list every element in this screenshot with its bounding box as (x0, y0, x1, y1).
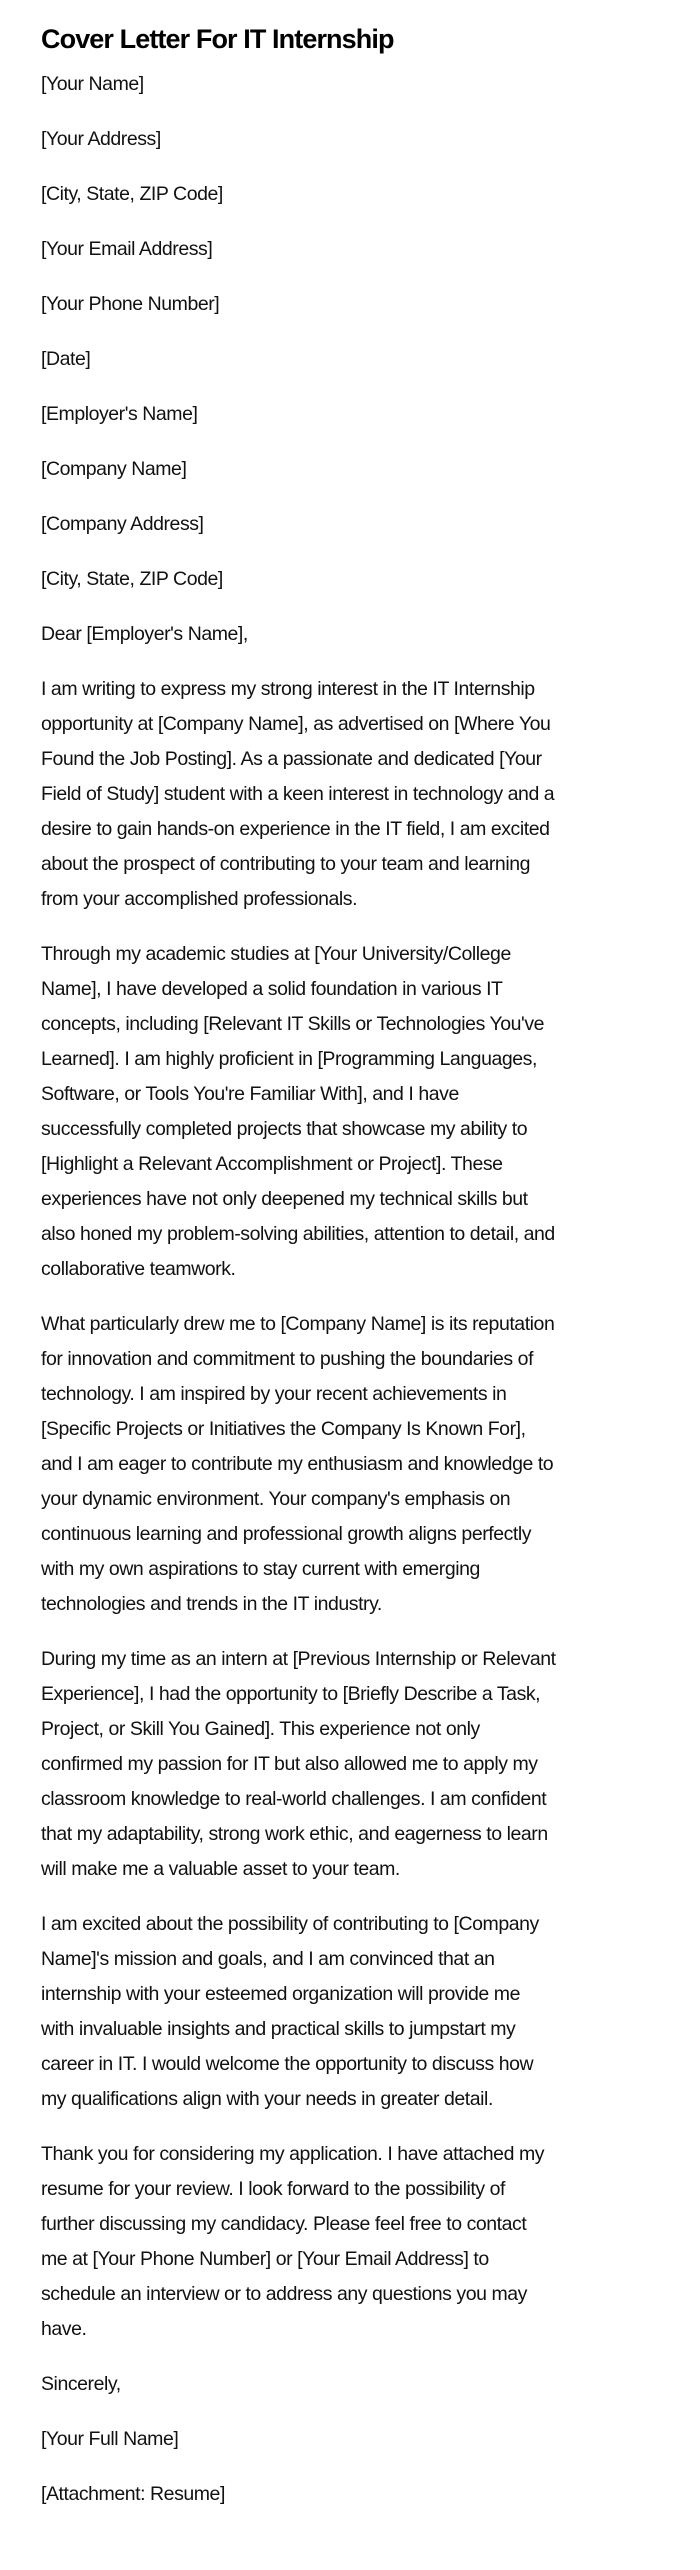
paragraph-line: successfully completed projects that showcase my ability to (41, 1118, 528, 1140)
paragraph-line: Learned]. I am highly proficient in [Programming Languages, (41, 1048, 537, 1070)
paragraph-line: from your accomplished professionals. (41, 888, 358, 910)
paragraph-line: I am writing to express my strong interest in the IT Internship (41, 678, 535, 700)
paragraph-line: Thank you for considering my application. I have attached my (41, 2143, 545, 2165)
paragraph-line: Experience], I had the opportunity to [Briefly Describe a Task, (41, 1683, 541, 1705)
paragraph-line: also honed my problem-solving abilities, attention to detail, and (41, 1223, 555, 1245)
paragraph-line: about the prospect of contributing to your team and learning (41, 853, 530, 875)
sender-email-text: [Your Email Address] (41, 238, 213, 260)
sender-name-text: [Your Name] (41, 73, 144, 95)
recipient-company-address (41, 507, 661, 542)
paragraph-line: concepts, including [Relevant IT Skills or Technologies You've (41, 1013, 545, 1035)
attachment-note-text: [Attachment: Resume] (41, 2483, 225, 2505)
recipient-employer-name-text: [Employer's Name] (41, 403, 198, 425)
letter-date-text: [Date] (41, 348, 91, 370)
paragraph-line: What particularly drew me to [Company Name] is its reputation (41, 1313, 555, 1335)
recipient-company-address-text: [Company Address] (41, 513, 204, 535)
paragraph-line: During my time as an intern at [Previous Internship or Relevant (41, 1648, 556, 1670)
paragraph-line: will make me a valuable asset to your team. (41, 1858, 400, 1880)
body-paragraph-5 (41, 1907, 661, 2117)
paragraph-line: [Specific Projects or Initiatives the Company Is Known For], (41, 1418, 526, 1440)
sender-city-state-zip (41, 177, 661, 212)
paragraph-line: your dynamic environment. Your company's emphasis on (41, 1488, 511, 1510)
paragraph-line: continuous learning and professional growth aligns perfectly (41, 1523, 532, 1545)
paragraph-line: classroom knowledge to real-world challenges. I am confident (41, 1788, 547, 1810)
closing (41, 2367, 661, 2402)
paragraph-line: Project, or Skill You Gained]. This experience not only (41, 1718, 480, 1740)
salutation-text: Dear [Employer's Name], (41, 623, 248, 645)
paragraph-line: I am excited about the possibility of contributing to [Company (41, 1913, 539, 1935)
paragraph-line: and I am eager to contribute my enthusiasm and knowledge to (41, 1453, 554, 1475)
sender-email (41, 232, 661, 267)
recipient-city-state-zip (41, 562, 661, 597)
paragraph-line: collaborative teamwork. (41, 1258, 236, 1280)
paragraph-line: for innovation and commitment to pushing the boundaries of (41, 1348, 534, 1370)
letter-body (41, 67, 661, 2532)
paragraph-line: with my own aspirations to stay current with emerging (41, 1558, 480, 1580)
attachment-note (41, 2477, 661, 2512)
body-paragraph-1 (41, 672, 661, 917)
paragraph-line: Software, or Tools You're Familiar With], and I have (41, 1083, 459, 1105)
paragraph-line: resume for your review. I look forward to the possibility of (41, 2178, 505, 2200)
body-paragraph-4 (41, 1642, 661, 1887)
sender-phone (41, 287, 661, 322)
paragraph-line: career in IT. I would welcome the opportunity to discuss how (41, 2053, 534, 2075)
paragraph-line: have. (41, 2318, 87, 2340)
paragraph-line: Name], I have developed a solid foundation in various IT (41, 978, 503, 1000)
paragraph-line: opportunity at [Company Name], as advertised on [Where You (41, 713, 551, 735)
letter-date (41, 342, 661, 377)
sender-phone-text: [Your Phone Number] (41, 293, 220, 315)
paragraph-line: Through my academic studies at [Your University/College (41, 943, 511, 965)
paragraph-line: experiences have not only deepened my technical skills but (41, 1188, 528, 1210)
document-title: Cover Letter For IT Internship (41, 24, 394, 54)
sender-address (41, 122, 661, 157)
paragraph-line: schedule an interview or to address any questions you may (41, 2283, 527, 2305)
recipient-employer-name (41, 397, 661, 432)
signature-name (41, 2422, 661, 2457)
body-paragraph-6 (41, 2137, 661, 2347)
paragraph-line: my qualifications align with your needs in greater detail. (41, 2088, 493, 2110)
sender-city-state-zip-text: [City, State, ZIP Code] (41, 183, 223, 205)
recipient-company-name (41, 452, 661, 487)
paragraph-line: technologies and trends in the IT industry. (41, 1593, 382, 1615)
closing-text: Sincerely, (41, 2373, 121, 2395)
paragraph-line: Name]'s mission and goals, and I am convinced that an (41, 1948, 495, 1970)
body-paragraph-2 (41, 937, 661, 1287)
paragraph-line: with invaluable insights and practical skills to jumpstart my (41, 2018, 516, 2040)
paragraph-line: Found the Job Posting]. As a passionate and dedicated [Your (41, 748, 542, 770)
body-paragraph-3 (41, 1307, 661, 1622)
paragraph-line: confirmed my passion for IT but also allowed me to apply my (41, 1753, 538, 1775)
paragraph-line: technology. I am inspired by your recent achievements in (41, 1383, 507, 1405)
recipient-company-name-text: [Company Name] (41, 458, 187, 480)
paragraph-line: desire to gain hands-on experience in the IT field, I am excited (41, 818, 550, 840)
sender-name (41, 67, 661, 102)
sender-address-text: [Your Address] (41, 128, 161, 150)
paragraph-line: internship with your esteemed organization will provide me (41, 1983, 520, 2005)
signature-name-text: [Your Full Name] (41, 2428, 179, 2450)
recipient-city-state-zip-text: [City, State, ZIP Code] (41, 568, 223, 590)
paragraph-line: me at [Your Phone Number] or [Your Email Address] to (41, 2248, 489, 2270)
paragraph-line: that my adaptability, strong work ethic, and eagerness to learn (41, 1823, 548, 1845)
paragraph-line: Field of Study] student with a keen interest in technology and a (41, 783, 555, 805)
paragraph-line: further discussing my candidacy. Please feel free to contact (41, 2213, 527, 2235)
paragraph-line: [Highlight a Relevant Accomplishment or Project]. These (41, 1153, 503, 1175)
salutation (41, 617, 661, 652)
